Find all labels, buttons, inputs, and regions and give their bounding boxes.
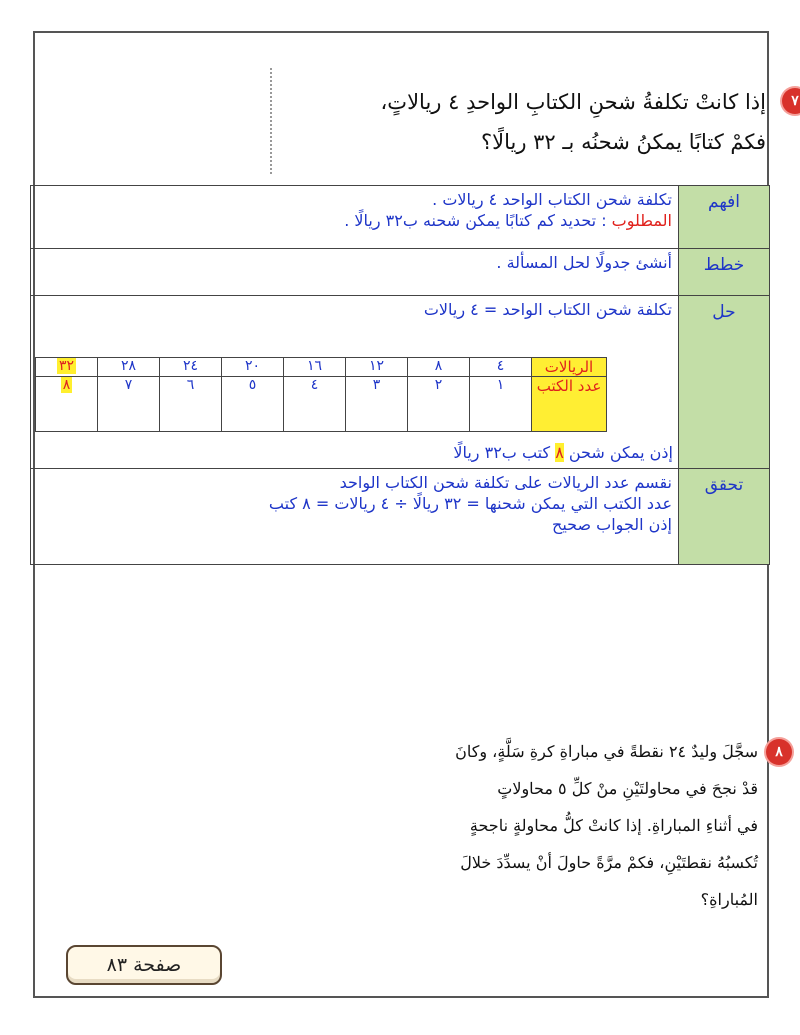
table-cell: ٤ <box>284 377 346 432</box>
conclusion-text-before: إذن يمكن شحن <box>563 443 673 462</box>
table-cell: ١٦ <box>284 358 346 377</box>
question-8-line-4: تُكسبُهُ نقطتَيْنِ، فكمْ مرَّةً حاولَ أنْ يسدِّدَ خلالَ <box>460 853 758 872</box>
understand-line-2 <box>37 210 672 231</box>
conclusion-number: ٨ <box>555 443 564 462</box>
required-text: : تحديد كم كتابًا يمكن شحنه ب٣٢ ريالًا . <box>344 211 612 230</box>
question-8 <box>378 733 783 918</box>
check-line-1: نقسم عدد الريالات على تكلفة شحن الكتاب الواحد <box>339 473 672 492</box>
label-plan: خطط <box>678 248 770 296</box>
table-cell: ٢٠ <box>222 358 284 377</box>
dotted-divider <box>270 68 272 174</box>
table-cell: ٥ <box>222 377 284 432</box>
check-line-2: عدد الكتب التي يمكن شحنها = ٣٢ ريالًا ÷ ٤ ريالات = ٨ كتب <box>268 494 672 513</box>
highlight-value: ٨ <box>62 377 71 393</box>
table-cell-highlight <box>36 377 98 432</box>
question-8-number-badge: ٨ <box>766 739 792 765</box>
question-8-line-3: في أثناءِ المباراةِ. إذا كانتْ كلُّ محاولةٍ ناجحةٍ <box>469 816 758 835</box>
table-cell: ٦ <box>160 377 222 432</box>
conclusion-text-after: كتب ب٣٢ ريالًا <box>453 443 556 462</box>
highlight-value: ٣٢ <box>58 358 75 374</box>
required-word: المطلوب <box>611 211 672 230</box>
riyals-header: الريالات <box>532 358 607 377</box>
page-number-label: صفحة ٨٣ <box>66 945 222 985</box>
question-7-number-badge: ٧ <box>782 88 800 114</box>
table-cell: ٣ <box>346 377 408 432</box>
label-solve: حل <box>678 295 770 469</box>
riyals-row <box>36 358 607 377</box>
question-8-line-2: قدْ نجحَ في محاولتَيْنِ منْ كلِّ ٥ محاولاتٍ <box>497 779 758 798</box>
table-cell: ٤ <box>470 358 532 377</box>
question-8-line-5: المُباراةِ؟ <box>700 890 758 909</box>
books-header: عدد الكتب <box>532 377 607 432</box>
check-content <box>30 468 679 565</box>
question-7-line-2: فكمْ كتابًا يمكنُ شحنُه بـ ٣٢ ريالًا؟ <box>480 130 766 154</box>
solution-table <box>30 185 770 565</box>
table-cell: ٢ <box>408 377 470 432</box>
solve-intro: تكلفة شحن الكتاب الواحد = ٤ ريالات <box>423 300 672 319</box>
question-7-line-1: إذا كانتْ تكلفةُ شحنِ الكتابِ الواحدِ ٤ ريالاتٍ، <box>380 90 766 114</box>
table-cell: ١ <box>470 377 532 432</box>
table-cell: ٨ <box>408 358 470 377</box>
plan-text: أنشئ جدولًا لحل المسألة . <box>496 253 672 272</box>
question-8-line-1: سجَّلَ وليدٌ ٢٤ نقطةً في مباراةِ كرةِ سَلَّةٍ، وكانَ <box>455 742 758 761</box>
understand-line-1: تكلفة شحن الكتاب الواحد ٤ ريالات . <box>432 190 672 209</box>
table-cell: ٢٨ <box>98 358 160 377</box>
label-understand: افهم <box>678 185 770 249</box>
books-row <box>36 377 607 432</box>
solve-conclusion <box>30 439 679 463</box>
riyals-books-table <box>35 357 607 432</box>
check-line-3: إذن الجواب صحيح <box>552 515 672 534</box>
plan-content <box>30 248 679 296</box>
table-cell: ١٢ <box>346 358 408 377</box>
understand-content <box>30 185 679 249</box>
question-7 <box>296 82 799 162</box>
table-cell-highlight <box>36 358 98 377</box>
table-cell: ٧ <box>98 377 160 432</box>
table-cell: ٢٤ <box>160 358 222 377</box>
label-check: تحقق <box>678 468 770 565</box>
